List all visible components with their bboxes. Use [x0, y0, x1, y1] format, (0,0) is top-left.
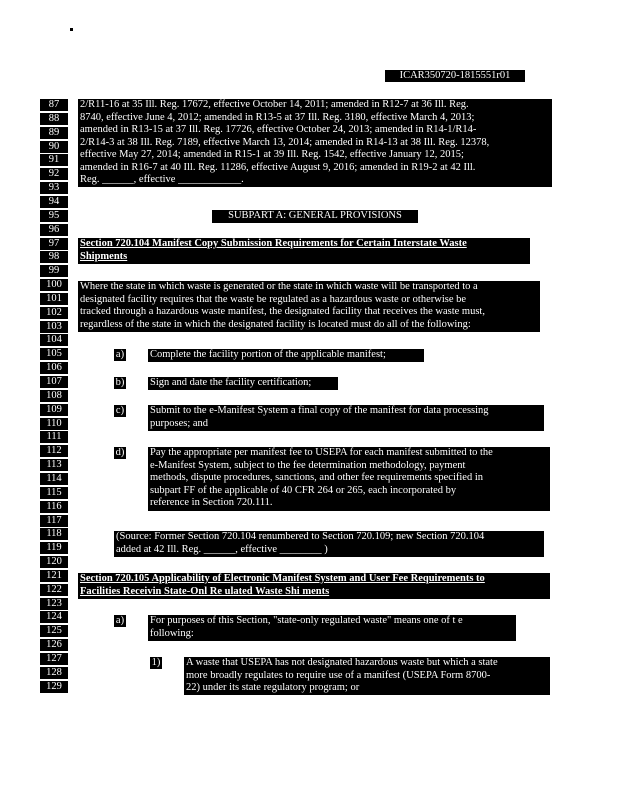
item-label: d): [115, 447, 125, 458]
text-line: regardless of the state in which the designated facility is located must do all of the following:: [80, 318, 471, 330]
line-number: 122: [40, 584, 68, 596]
line-number: 87: [40, 99, 68, 111]
text-line: Where the state in which waste is generated or the state in which waste will be transported to a: [80, 281, 478, 292]
text-line: Reg. ______, effective ____________.: [80, 174, 244, 185]
line-number: 121: [40, 570, 68, 582]
line-number: 108: [40, 390, 68, 402]
section-105-item-a-text: [148, 615, 516, 641]
line-number: 104: [40, 334, 68, 346]
line-number: 91: [40, 154, 68, 166]
line-number: 116: [40, 501, 68, 513]
line-number: 114: [40, 473, 68, 485]
line-number: 124: [40, 611, 68, 623]
text-line: subpart FF of the applicable of 40 CFR 264 or 265, each incorporated by: [150, 484, 457, 496]
item-a-text: [148, 349, 424, 362]
line-number: 100: [40, 279, 68, 291]
line-number: 119: [40, 542, 68, 554]
section-105-title: [78, 573, 550, 599]
section-105-item-1-text: [184, 657, 550, 695]
line-number: 123: [40, 598, 68, 610]
text-line: 22) under its state regulatory program; or: [186, 682, 360, 693]
title-line: Section 720.105 Applicability of Electronic Manifest System and User Fee Requirements to: [80, 573, 485, 584]
text-line: (Source: Former Section 720.104 renumbered to Section 720.109; new Section 720.104: [116, 531, 485, 542]
line-number: 90: [40, 141, 68, 153]
line-number: 99: [40, 265, 68, 277]
item-label: b): [115, 377, 125, 388]
text-line: effective May 27, 2014; amended in R15-1 at 39 Ill. Reg. 1542, effective January 12, 2015;: [80, 149, 464, 160]
line-number: 109: [40, 404, 68, 416]
text-line: A waste that USEPA has not designated hazardous waste but which a state: [186, 657, 498, 668]
text-line: methods, dispute procedures, sanctions, and other fee requirements specified in: [150, 472, 483, 483]
line-number: 127: [40, 653, 68, 665]
line-number: 101: [40, 293, 68, 305]
text-line: e-Manifest System, subject to the fee determination methodology, payment: [150, 459, 466, 471]
text-line: Sign and date the facility certification;: [150, 377, 312, 388]
text-line: more broadly regulates to require use of a manifest (USEPA Form 8700-: [186, 669, 491, 681]
document-id-header: ICAR350720-1815551r01: [385, 70, 525, 82]
line-number: 103: [40, 321, 68, 333]
text-line: tracked through a hazardous waste manifest, the designated facility that receives the waste must,: [80, 306, 485, 317]
line-number: 95: [40, 210, 68, 222]
text-line: reference in Section 720.111.: [150, 497, 273, 508]
line-number: 111: [40, 431, 68, 443]
line-number: 126: [40, 639, 68, 651]
text-line: Complete the facility portion of the applicable manifest;: [150, 349, 386, 360]
amendment-history-block: [78, 99, 552, 187]
text-line: 8740, effective June 4, 2012; amended in R13-5 at 37 Ill. Reg. 3180, effective March 4, 2013;: [80, 111, 475, 123]
line-number: 112: [40, 445, 68, 457]
item-b-text: [148, 377, 338, 390]
item-c-text: [148, 405, 544, 431]
line-number: 92: [40, 168, 68, 180]
line-number: 120: [40, 556, 68, 568]
line-number: 105: [40, 348, 68, 360]
line-number: 96: [40, 224, 68, 236]
item-label: a): [115, 615, 125, 626]
title-line: Facilities Receivin State-Onl Re ulated Waste Shi ments: [80, 585, 330, 597]
text-line: Submit to the e-Manifest System a final copy of the manifest for data processing: [150, 405, 489, 416]
text-line: added at 42 Ill. Reg. ______, effective ________ ): [116, 543, 328, 555]
line-number: 113: [40, 459, 68, 471]
subpart-heading: SUBPART A: GENERAL PROVISIONS: [212, 210, 418, 223]
line-number: 129: [40, 681, 68, 693]
item-d-text: [148, 447, 550, 511]
line-number: 106: [40, 362, 68, 374]
line-number: 97: [40, 238, 68, 250]
line-number: 88: [40, 113, 68, 125]
text-line: Pay the appropriate per manifest fee to USEPA for each manifest submitted to the: [150, 447, 493, 458]
item-label: a): [115, 349, 125, 360]
item-label: c): [115, 405, 125, 416]
line-number: 128: [40, 667, 68, 679]
text-line: designated facility requires that the waste be regulated as a hazardous waste or otherwise be: [80, 293, 467, 305]
line-number: 118: [40, 528, 68, 540]
scan-speck: [70, 28, 73, 31]
line-number: 89: [40, 127, 68, 139]
text-line: purposes; and: [150, 417, 209, 429]
source-note: [114, 531, 544, 557]
section-104-title: [78, 238, 530, 264]
line-number: 115: [40, 487, 68, 499]
item-label: 1): [151, 657, 161, 668]
line-number: 117: [40, 515, 68, 527]
line-number: 102: [40, 307, 68, 319]
text-line: 2/R11-16 at 35 Ill. Reg. 17672, effective October 14, 2011; amended in R12-7 at 36 Ill. Reg.: [80, 99, 469, 110]
title-line: Section 720.104 Manifest Copy Submission Requirements for Certain Interstate Waste: [80, 238, 467, 249]
section-104-intro: [78, 281, 540, 332]
line-number: 93: [40, 182, 68, 194]
text-line: For purposes of this Section, "state-only regulated waste" means one of t e: [150, 615, 463, 626]
text-line: amended in R13-15 at 37 Ill. Reg. 17726, effective October 24, 2013; amended in R14-1/R14-: [80, 124, 477, 135]
line-number: 98: [40, 251, 68, 263]
title-line: Shipments: [80, 250, 128, 262]
text-line: 2/R14-3 at 38 Ill. Reg. 7189, effective March 13, 2014; amended in R14-13 at 38 Ill. Reg. 12378,: [80, 136, 490, 148]
line-number: 110: [40, 418, 68, 430]
text-line: amended in R16-7 at 40 Ill. Reg. 11286, effective August 9, 2016; amended in R19-2 at 42 Ill.: [80, 161, 476, 173]
line-number: 107: [40, 376, 68, 388]
line-number: 125: [40, 625, 68, 637]
line-number: 94: [40, 196, 68, 208]
text-line: following:: [150, 627, 194, 639]
